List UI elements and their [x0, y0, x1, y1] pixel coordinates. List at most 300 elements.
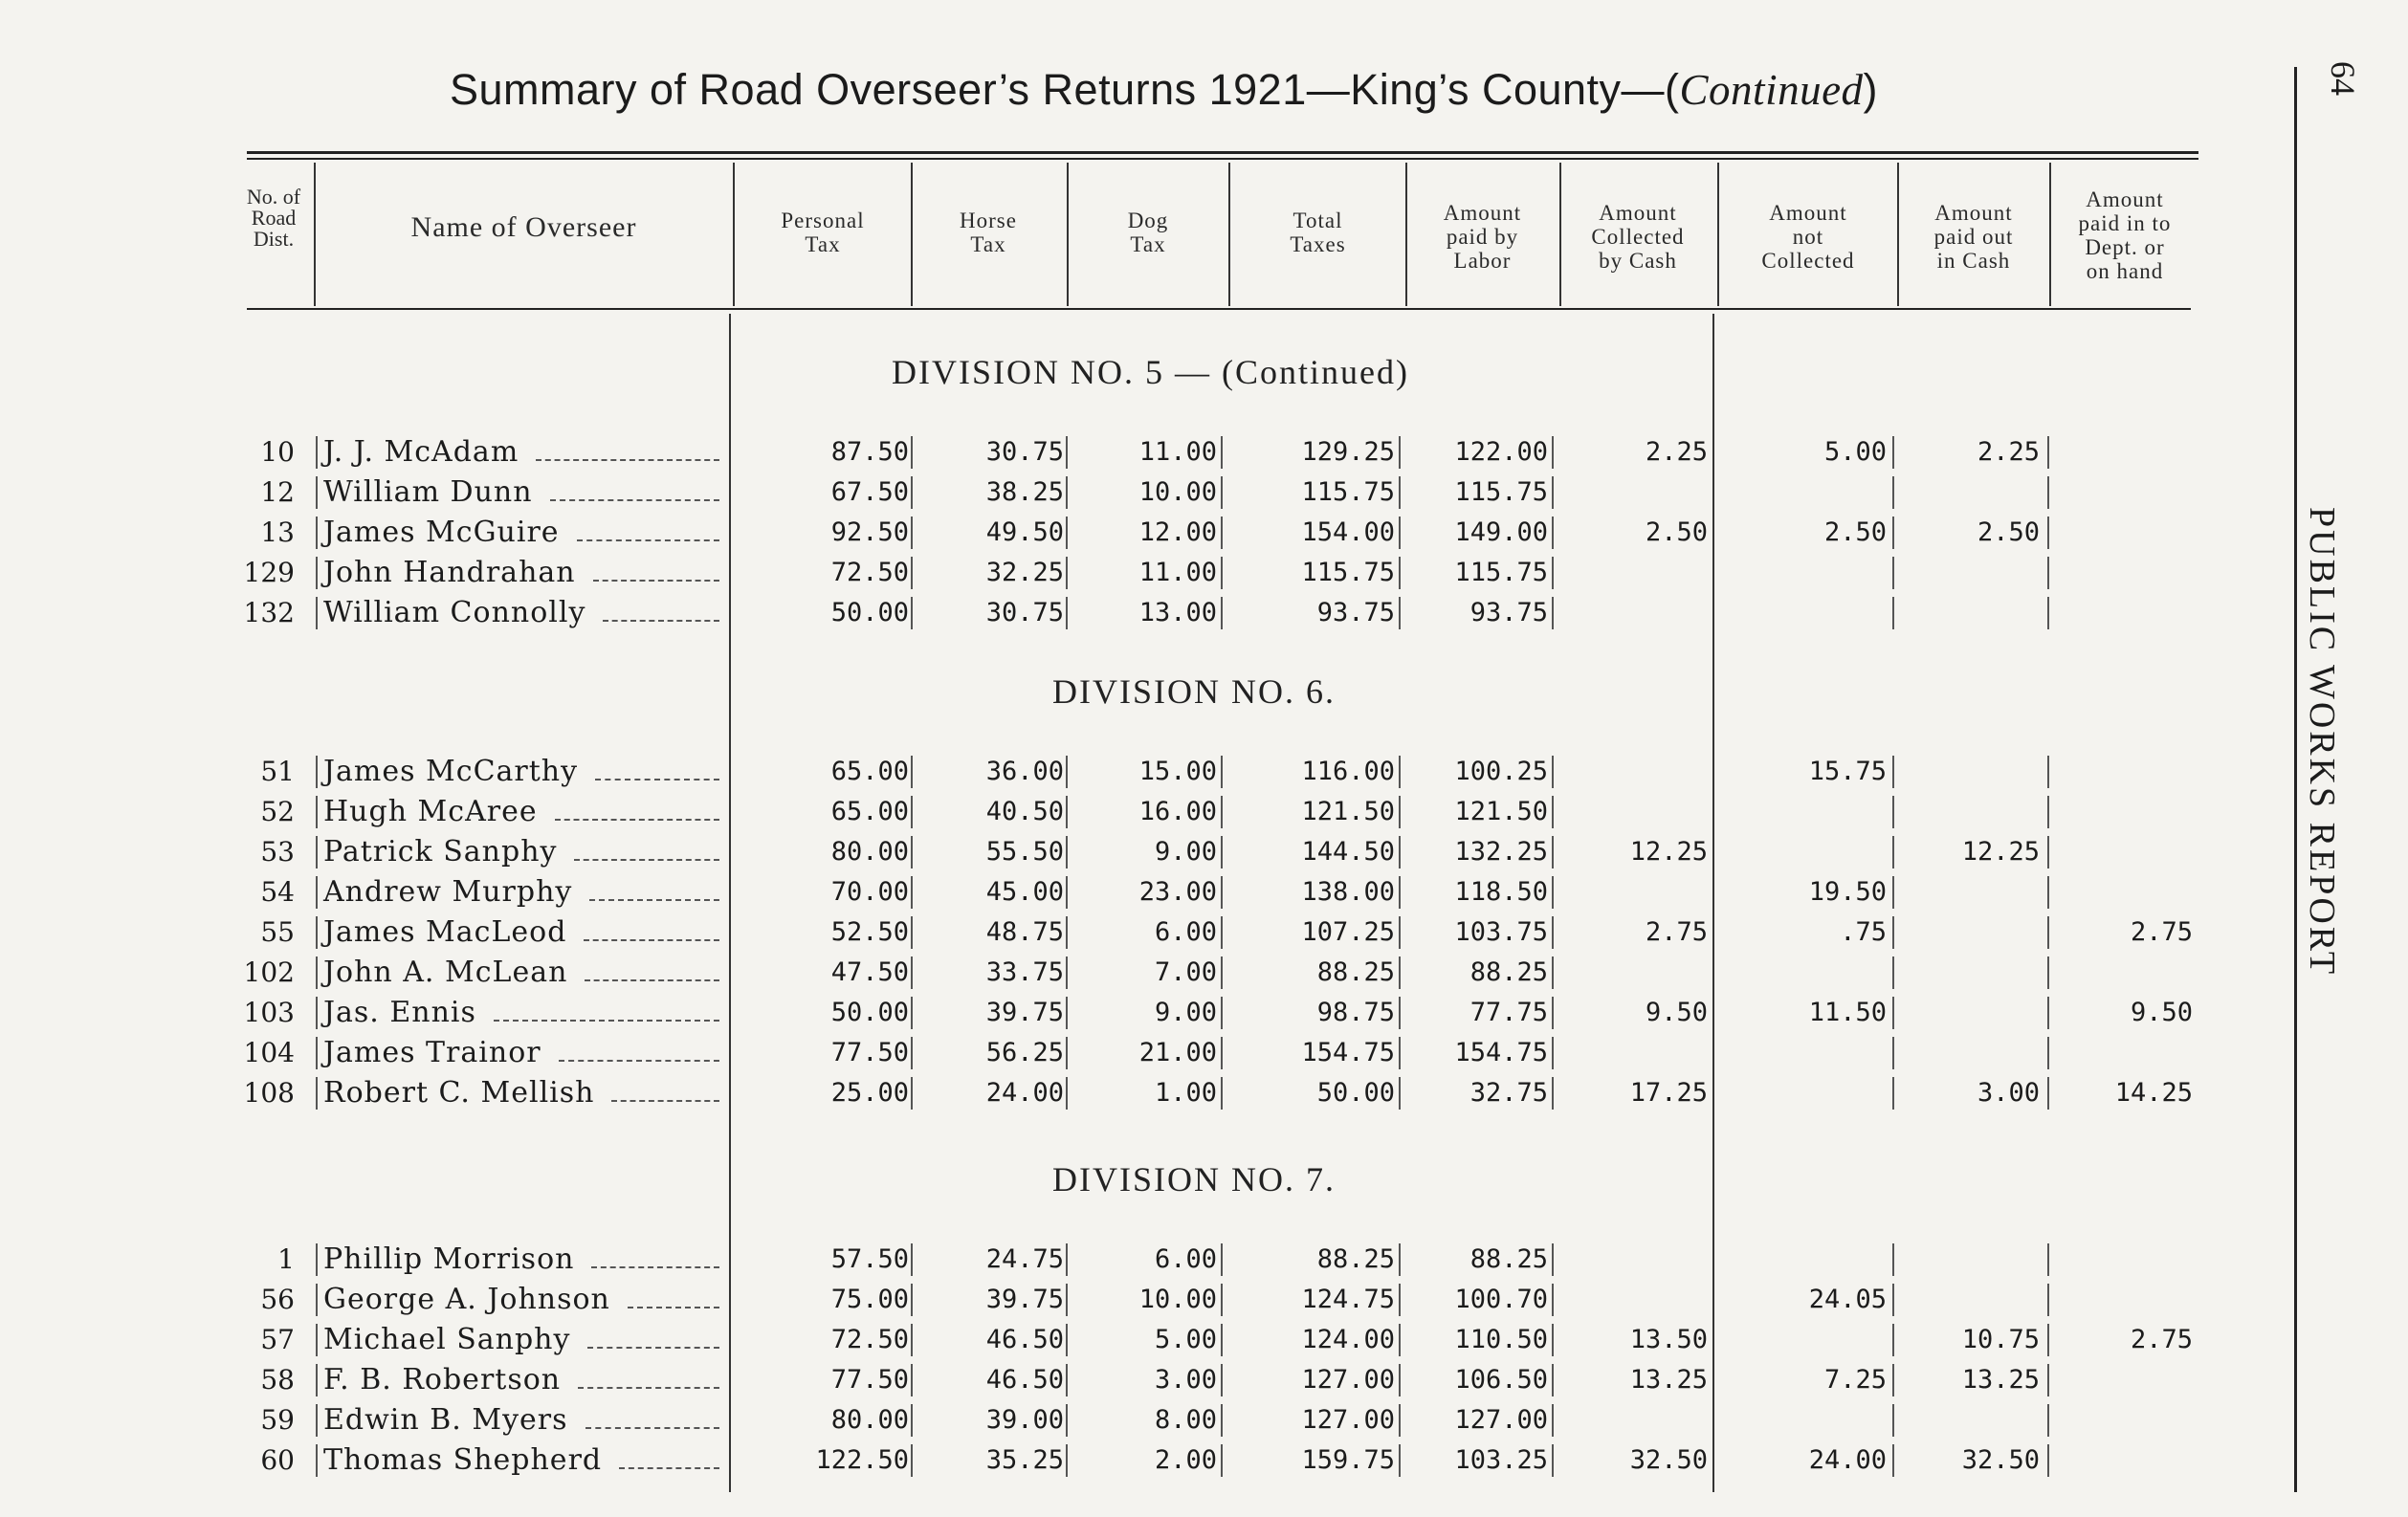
total-value: 116.00 — [1301, 757, 1395, 786]
labor-value: 88.25 — [1469, 957, 1548, 987]
notcollected-value: 2.50 — [1823, 517, 1887, 547]
overseer-name — [323, 553, 576, 593]
column-separator — [1892, 997, 1894, 1029]
leader-line — [578, 1387, 719, 1389]
overseer-name-text: Robert C. Mellish — [323, 1076, 595, 1110]
leader-line — [577, 539, 719, 541]
column-separator — [316, 517, 318, 549]
column-separator — [1066, 997, 1068, 1029]
personal-value: 77.50 — [830, 1365, 909, 1395]
table-row — [0, 1033, 2296, 1073]
horse-value: 56.25 — [985, 1038, 1064, 1067]
overseer-name-text: Hugh McAree — [323, 795, 538, 828]
column-separator — [911, 517, 913, 549]
table-row — [0, 513, 2296, 553]
column-separator — [911, 1077, 913, 1110]
table-row — [0, 752, 2296, 792]
column-header-personal: Personal Tax — [781, 209, 865, 256]
column-separator — [2047, 517, 2049, 549]
column-separator — [1221, 476, 1223, 509]
dog-value: 2.00 — [1154, 1445, 1217, 1475]
horse-value: 49.50 — [985, 517, 1064, 547]
column-header-dept: Amount paid in to Dept. or on hand — [2078, 187, 2172, 283]
table-row — [0, 1400, 2296, 1440]
total-value: 98.75 — [1316, 998, 1395, 1027]
labor-value: 100.25 — [1454, 757, 1548, 786]
column-separator — [1892, 916, 1894, 949]
overseer-name-text: George A. Johnson — [323, 1283, 610, 1316]
column-separator — [1892, 1077, 1894, 1110]
column-separator — [1221, 1037, 1223, 1069]
column-separator — [1552, 1243, 1554, 1276]
road-district-number: 129 — [243, 557, 295, 588]
table-row — [0, 953, 2296, 993]
dog-value: 10.00 — [1138, 477, 1217, 507]
overseer-name-text: Patrick Sanphy — [323, 835, 558, 868]
table-row — [0, 473, 2296, 513]
column-separator — [1552, 597, 1554, 629]
column-separator — [316, 1324, 318, 1356]
dog-value: 1.00 — [1154, 1078, 1217, 1108]
column-separator — [316, 756, 318, 788]
overseer-name-text: F. B. Robertson — [323, 1363, 562, 1396]
column-separator — [2047, 476, 2049, 509]
labor-value: 88.25 — [1469, 1244, 1548, 1274]
leader-line — [595, 779, 719, 780]
total-value: 144.50 — [1301, 837, 1395, 867]
leader-line — [585, 979, 719, 981]
dog-value: 16.00 — [1138, 797, 1217, 826]
table-row — [0, 993, 2296, 1033]
column-separator — [1892, 1037, 1894, 1069]
horse-value: 39.75 — [985, 998, 1064, 1027]
column-separator — [1399, 1037, 1401, 1069]
leader-line — [587, 1347, 719, 1349]
column-separator — [1892, 876, 1894, 909]
paidout-value: 32.50 — [1961, 1445, 2040, 1475]
labor-value: 100.70 — [1454, 1285, 1548, 1314]
column-separator — [911, 436, 913, 469]
horse-value: 40.50 — [985, 797, 1064, 826]
dept-value: 2.75 — [2130, 1325, 2193, 1354]
column-separator — [1552, 796, 1554, 828]
column-header-total: Total Taxes — [1290, 209, 1346, 256]
column-separator — [316, 1364, 318, 1396]
column-separator — [1066, 836, 1068, 868]
column-separator — [1399, 916, 1401, 949]
column-separator — [316, 956, 318, 989]
table-row — [0, 593, 2296, 633]
cash-value: 12.25 — [1629, 837, 1708, 867]
column-separator — [911, 557, 913, 589]
column-separator — [1066, 1444, 1068, 1477]
notcollected-value: .75 — [1840, 917, 1887, 947]
column-separator — [316, 1037, 318, 1069]
dept-value: 9.50 — [2130, 998, 2193, 1027]
overseer-name-text: James MacLeod — [323, 915, 567, 949]
labor-value: 115.75 — [1454, 558, 1548, 587]
total-value: 127.00 — [1301, 1405, 1395, 1435]
column-separator — [911, 956, 913, 989]
column-separator — [911, 756, 913, 788]
column-separator — [1399, 597, 1401, 629]
cash-value: 2.75 — [1645, 917, 1708, 947]
labor-value: 77.75 — [1469, 998, 1548, 1027]
leader-line — [619, 1467, 719, 1469]
personal-value: 75.00 — [830, 1285, 909, 1314]
column-separator — [1892, 1324, 1894, 1356]
personal-value: 87.50 — [830, 437, 909, 467]
column-separator — [1552, 1037, 1554, 1069]
column-header-paidout: Amount paid out in Cash — [1933, 201, 2014, 273]
column-separator — [316, 876, 318, 909]
notcollected-value: 7.25 — [1823, 1365, 1887, 1395]
column-separator — [1066, 436, 1068, 469]
cash-value: 9.50 — [1645, 998, 1708, 1027]
column-separator — [1066, 876, 1068, 909]
column-separator — [911, 876, 913, 909]
leader-line — [574, 859, 719, 861]
page-number: 64 — [2324, 61, 2362, 96]
page-title: Summary of Road Overseer’s Returns 1921—King’s County—(Continued) — [450, 65, 1879, 114]
total-value: 50.00 — [1316, 1078, 1395, 1108]
overseer-name-text: James McCarthy — [323, 755, 579, 788]
column-separator — [1066, 756, 1068, 788]
overseer-name — [323, 1280, 610, 1320]
column-separator — [1221, 997, 1223, 1029]
personal-value: 67.50 — [830, 477, 909, 507]
paidout-value: 3.00 — [1977, 1078, 2040, 1108]
column-separator — [1892, 1284, 1894, 1316]
column-separator — [911, 836, 913, 868]
column-separator — [1552, 1077, 1554, 1110]
total-value: 138.00 — [1301, 877, 1395, 907]
overseer-name-text: Michael Sanphy — [323, 1323, 571, 1356]
overseer-name-text: Phillip Morrison — [323, 1242, 575, 1276]
personal-value: 122.50 — [815, 1445, 909, 1475]
column-separator — [911, 916, 913, 949]
table-row — [0, 1440, 2296, 1481]
personal-value: 92.50 — [830, 517, 909, 547]
labor-value: 93.75 — [1469, 598, 1548, 627]
personal-value: 50.00 — [830, 598, 909, 627]
column-separator — [1892, 476, 1894, 509]
column-separator — [1066, 1324, 1068, 1356]
column-separator — [1221, 1243, 1223, 1276]
column-separator — [316, 1404, 318, 1437]
column-separator — [2047, 916, 2049, 949]
column-separator — [1892, 1404, 1894, 1437]
overseer-name — [323, 1073, 594, 1113]
column-separator — [1892, 557, 1894, 589]
labor-value: 32.75 — [1469, 1078, 1548, 1108]
column-separator — [2047, 997, 2049, 1029]
road-district-number: 60 — [260, 1444, 295, 1476]
column-header-dist: No. of Road Dist. — [246, 185, 301, 251]
column-separator — [1399, 876, 1401, 909]
overseer-name-text: Jas. Ennis — [323, 996, 476, 1029]
column-separator — [1221, 1324, 1223, 1356]
column-separator — [911, 1324, 913, 1356]
column-separator — [911, 597, 913, 629]
personal-value: 57.50 — [830, 1244, 909, 1274]
column-separator — [1552, 1284, 1554, 1316]
column-separator — [1221, 517, 1223, 549]
leader-line — [585, 1427, 719, 1429]
column-separator — [1892, 956, 1894, 989]
column-separator — [1066, 557, 1068, 589]
table-row — [0, 1320, 2296, 1360]
header-divider — [911, 163, 913, 306]
column-separator — [1552, 436, 1554, 469]
dept-value: 14.25 — [2114, 1078, 2193, 1108]
column-separator — [1552, 1444, 1554, 1477]
header-divider — [1067, 163, 1069, 306]
horse-value: 33.75 — [985, 957, 1064, 987]
personal-value: 72.50 — [830, 558, 909, 587]
column-separator — [911, 997, 913, 1029]
column-separator — [2047, 1324, 2049, 1356]
column-separator — [1892, 836, 1894, 868]
dog-value: 11.00 — [1138, 558, 1217, 587]
column-separator — [1066, 1404, 1068, 1437]
dog-value: 9.00 — [1154, 837, 1217, 867]
column-separator — [1066, 916, 1068, 949]
header-bottom-rule — [247, 308, 2191, 310]
table-row — [0, 432, 2296, 473]
column-separator — [316, 997, 318, 1029]
leader-line — [494, 1020, 719, 1022]
horse-value: 36.00 — [985, 757, 1064, 786]
overseer-name — [323, 1360, 561, 1400]
leader-line — [611, 1100, 719, 1102]
header-top-rule — [247, 151, 2198, 154]
leader-line — [589, 899, 719, 901]
overseer-name — [323, 792, 538, 832]
column-separator — [911, 1243, 913, 1276]
cash-value: 2.25 — [1645, 437, 1708, 467]
overseer-name-text: William Dunn — [323, 475, 533, 509]
overseer-name — [323, 872, 572, 912]
column-separator — [316, 1444, 318, 1477]
labor-value: 106.50 — [1454, 1365, 1548, 1395]
overseer-name — [323, 1400, 568, 1440]
column-separator — [1066, 1077, 1068, 1110]
horse-value: 24.75 — [985, 1244, 1064, 1274]
column-separator — [911, 476, 913, 509]
dog-value: 12.00 — [1138, 517, 1217, 547]
personal-value: 70.00 — [830, 877, 909, 907]
column-separator — [2047, 956, 2049, 989]
total-value: 124.75 — [1301, 1285, 1395, 1314]
dog-value: 15.00 — [1138, 757, 1217, 786]
dog-value: 6.00 — [1154, 917, 1217, 947]
column-separator — [2047, 1364, 2049, 1396]
table-row — [0, 1240, 2296, 1280]
total-value: 107.25 — [1301, 917, 1395, 947]
personal-value: 80.00 — [830, 1405, 909, 1435]
column-separator — [316, 436, 318, 469]
column-separator — [1066, 517, 1068, 549]
column-separator — [1221, 557, 1223, 589]
table-row — [0, 912, 2296, 953]
column-separator — [1399, 796, 1401, 828]
column-separator — [1892, 436, 1894, 469]
column-separator — [1399, 956, 1401, 989]
dog-value: 23.00 — [1138, 877, 1217, 907]
column-separator — [1552, 836, 1554, 868]
column-separator — [2047, 436, 2049, 469]
notcollected-value: 24.05 — [1808, 1285, 1887, 1314]
column-separator — [1221, 1404, 1223, 1437]
horse-value: 46.50 — [985, 1365, 1064, 1395]
column-separator — [1892, 1243, 1894, 1276]
column-separator — [1221, 1364, 1223, 1396]
division-heading: DIVISION NO. 7. — [1052, 1160, 1336, 1198]
notcollected-value: 24.00 — [1808, 1445, 1887, 1475]
dept-value: 2.75 — [2130, 917, 2193, 947]
personal-value: 50.00 — [830, 998, 909, 1027]
column-separator — [1892, 796, 1894, 828]
road-district-number: 132 — [243, 597, 295, 628]
personal-value: 65.00 — [830, 757, 909, 786]
road-district-number: 102 — [243, 956, 295, 988]
column-separator — [1221, 756, 1223, 788]
labor-value: 132.25 — [1454, 837, 1548, 867]
road-district-number: 1 — [277, 1243, 295, 1275]
total-value: 129.25 — [1301, 437, 1395, 467]
labor-value: 149.00 — [1454, 517, 1548, 547]
column-separator — [1221, 796, 1223, 828]
overseer-name — [323, 752, 578, 792]
notcollected-value: 5.00 — [1823, 437, 1887, 467]
total-value: 88.25 — [1316, 957, 1395, 987]
header-divider — [1717, 163, 1719, 306]
paidout-value: 2.25 — [1977, 437, 2040, 467]
overseer-name — [323, 912, 566, 953]
personal-value: 65.00 — [830, 797, 909, 826]
dog-value: 7.00 — [1154, 957, 1217, 987]
overseer-name — [323, 1440, 602, 1481]
column-separator — [2047, 1284, 2049, 1316]
dog-value: 21.00 — [1138, 1038, 1217, 1067]
column-separator — [1221, 1444, 1223, 1477]
cash-value: 32.50 — [1629, 1445, 1708, 1475]
column-separator — [1552, 756, 1554, 788]
table-row — [0, 872, 2296, 912]
total-value: 121.50 — [1301, 797, 1395, 826]
column-separator — [316, 476, 318, 509]
horse-value: 30.75 — [985, 437, 1064, 467]
column-separator — [316, 1243, 318, 1276]
column-separator — [1552, 997, 1554, 1029]
overseer-name-text: Andrew Murphy — [323, 875, 573, 909]
leader-line — [593, 580, 719, 582]
header-divider — [733, 163, 735, 306]
horse-value: 55.50 — [985, 837, 1064, 867]
personal-value: 52.50 — [830, 917, 909, 947]
overseer-name — [323, 953, 567, 993]
column-separator — [1066, 1243, 1068, 1276]
column-separator — [1221, 956, 1223, 989]
road-district-number: 56 — [260, 1284, 295, 1315]
column-header-name: Name of Overseer — [410, 211, 637, 243]
road-district-number: 108 — [243, 1077, 295, 1109]
leader-line — [584, 939, 719, 941]
notcollected-value: 11.50 — [1808, 998, 1887, 1027]
column-separator — [2047, 756, 2049, 788]
total-value: 154.00 — [1301, 517, 1395, 547]
header-divider — [1897, 163, 1899, 306]
paidout-value: 13.25 — [1961, 1365, 2040, 1395]
road-district-number: 53 — [260, 836, 295, 868]
table-row — [0, 832, 2296, 872]
dog-value: 3.00 — [1154, 1365, 1217, 1395]
column-separator — [316, 557, 318, 589]
overseer-name — [323, 432, 519, 473]
road-district-number: 10 — [260, 436, 295, 468]
table-row — [0, 1360, 2296, 1400]
labor-value: 154.75 — [1454, 1038, 1548, 1067]
column-separator — [1399, 1364, 1401, 1396]
column-header-notcollected: Amount not Collected — [1761, 201, 1855, 273]
column-separator — [1066, 956, 1068, 989]
labor-value: 122.00 — [1454, 437, 1548, 467]
horse-value: 38.25 — [985, 477, 1064, 507]
personal-value: 25.00 — [830, 1078, 909, 1108]
column-separator — [1221, 836, 1223, 868]
overseer-name-text: John A. McLean — [323, 956, 568, 989]
overseer-name-text: William Connolly — [323, 596, 586, 629]
column-separator — [1399, 476, 1401, 509]
leader-line — [603, 620, 719, 622]
column-separator — [2047, 1243, 2049, 1276]
road-district-number: 51 — [260, 756, 295, 787]
total-value: 124.00 — [1301, 1325, 1395, 1354]
overseer-name — [323, 1320, 570, 1360]
dog-value: 10.00 — [1138, 1285, 1217, 1314]
column-separator — [316, 1077, 318, 1110]
notcollected-value: 15.75 — [1808, 757, 1887, 786]
column-separator — [316, 916, 318, 949]
column-separator — [2047, 1444, 2049, 1477]
column-separator — [1066, 597, 1068, 629]
column-separator — [1399, 756, 1401, 788]
personal-value: 72.50 — [830, 1325, 909, 1354]
dog-value: 6.00 — [1154, 1244, 1217, 1274]
column-separator — [2047, 597, 2049, 629]
overseer-name-text: Thomas Shepherd — [323, 1443, 603, 1477]
table-row — [0, 792, 2296, 832]
table-row — [0, 1280, 2296, 1320]
column-separator — [1552, 956, 1554, 989]
column-separator — [1892, 756, 1894, 788]
column-header-horse: Horse Tax — [960, 209, 1017, 256]
division-heading: DIVISION NO. 6. — [1052, 672, 1336, 711]
personal-value: 80.00 — [830, 837, 909, 867]
column-separator — [2047, 836, 2049, 868]
road-district-number: 54 — [260, 876, 295, 908]
horse-value: 39.75 — [985, 1285, 1064, 1314]
column-separator — [2047, 1037, 2049, 1069]
road-district-number: 12 — [260, 476, 295, 508]
leader-line — [550, 499, 719, 501]
paidout-value: 2.50 — [1977, 517, 2040, 547]
column-header-dog: Dog Tax — [1127, 209, 1169, 256]
horse-value: 45.00 — [985, 877, 1064, 907]
column-separator — [1552, 1404, 1554, 1437]
column-separator — [1221, 1284, 1223, 1316]
